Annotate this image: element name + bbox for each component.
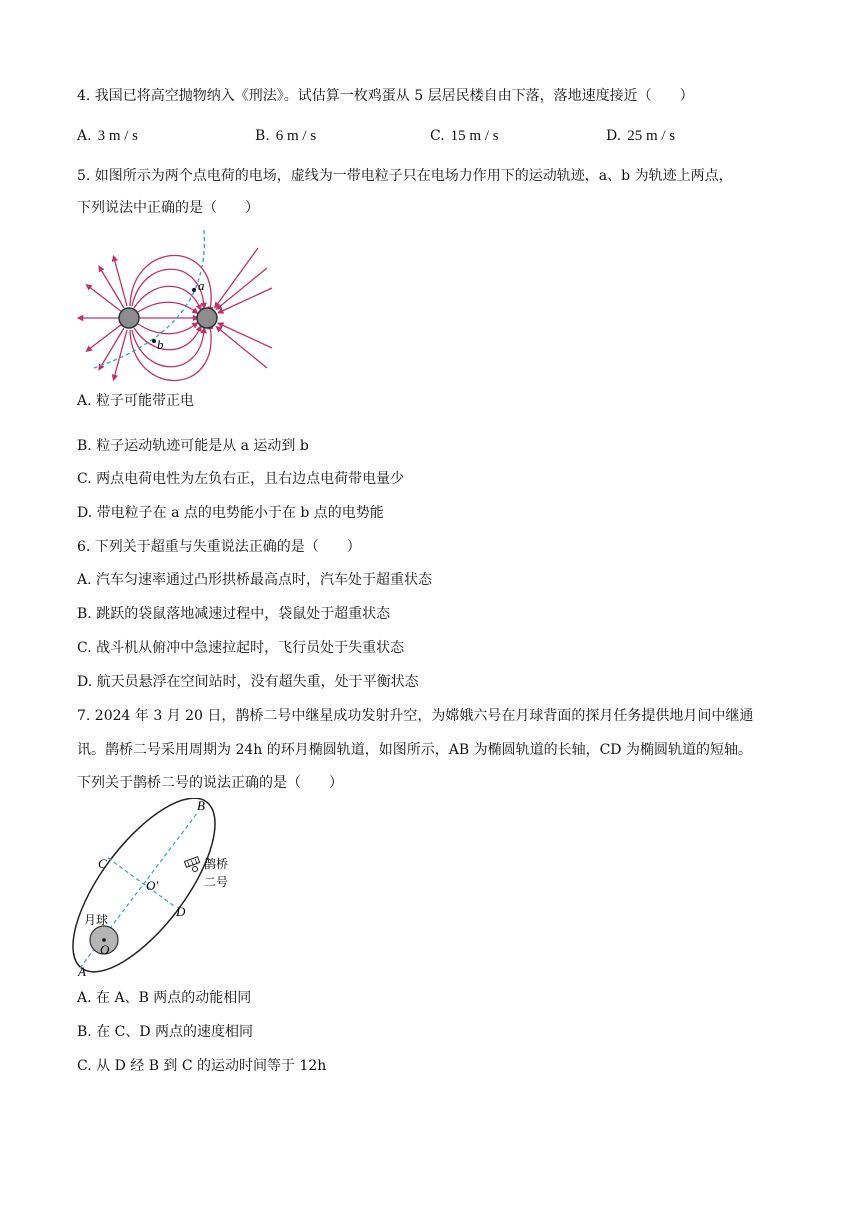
label-c: C xyxy=(98,856,107,871)
label-satellite-line1: 鹊桥 xyxy=(204,857,229,871)
q4-option-d xyxy=(606,126,675,146)
q6-option-a: A. 汽车匀速率通过凸形拱桥最高点时，汽车处于超重状态 xyxy=(77,572,433,588)
q6-option-c: C. 战斗机从俯冲中急速拉起时，飞行员处于失重状态 xyxy=(77,640,405,656)
left-point-charge xyxy=(119,308,139,328)
label-o-prime: O′ xyxy=(146,878,159,893)
q7-stem-line1: 7. 2024 年 3 月 20 日，鹊桥二号中继星成功发射升空，为嫦娥六号在月球背面的探月任务提供地月间中继通 xyxy=(77,708,754,724)
label-d: D xyxy=(176,904,186,919)
q7-option-a: A. 在 A、B 两点的动能相同 xyxy=(77,990,252,1006)
q5-stem-line1: 5. 如图所示为两个点电荷的电场，虚线为一带电粒子只在电场力作用下的运动轨迹，a、b 为轨迹上两点， xyxy=(77,168,733,184)
q5-option-b: B. 粒子运动轨迹可能是从 a 运动到 b xyxy=(77,438,309,454)
q5-option-a: A. 粒子可能带正电 xyxy=(77,393,195,409)
q7-option-b: B. 在 C、D 两点的速度相同 xyxy=(77,1024,254,1040)
q7-stem-line2: 讯。鹊桥二号采用周期为 24h 的环月椭圆轨道，如图所示，AB 为椭圆轨道的长轴，CD 为椭圆轨道的短轴。 xyxy=(77,742,752,758)
label-moon: 月球 xyxy=(84,913,109,927)
label-satellite-line2: 二号 xyxy=(204,875,229,889)
point-a-label: a xyxy=(198,278,205,293)
q4-option-c xyxy=(430,126,499,146)
particle-trajectory xyxy=(94,230,204,368)
q4-option-a-letter: A. xyxy=(77,128,92,144)
q4-option-a xyxy=(77,126,138,146)
electric-field-figure xyxy=(72,228,282,386)
q4-option-a-value: 3 m / s xyxy=(97,128,138,144)
q5-option-c: C. 两点电荷电性为左负右正，且右边点电荷带电量少 xyxy=(77,471,405,487)
q6-option-d: D. 航天员悬浮在空间站时，没有超失重，处于平衡状态 xyxy=(77,674,419,690)
label-b: B xyxy=(197,798,205,813)
q4-stem: 4. 我国已将高空抛物纳入《刑法》。试估算一枚鸡蛋从 5 层居民楼自由下落，落地速度接近（ ） xyxy=(77,88,694,104)
q4-option-b-letter: B. xyxy=(255,128,270,144)
q4-option-c-value: 15 m / s xyxy=(450,128,499,144)
q4-option-b-value: 6 m / s xyxy=(275,128,317,144)
q4-option-d-value: 25 m / s xyxy=(627,128,676,144)
minor-axis-cd xyxy=(108,858,174,906)
q4-option-c-letter: C. xyxy=(430,128,445,144)
point-b-dot xyxy=(152,339,156,343)
label-o: O xyxy=(100,942,110,957)
q5-stem-line2: 下列说法中正确的是（ ） xyxy=(77,200,259,216)
point-a-dot xyxy=(192,288,196,292)
lunar-orbit-figure xyxy=(72,798,262,980)
q6-option-b: B. 跳跃的袋鼠落地减速过程中，袋鼠处于超重状态 xyxy=(77,606,391,622)
right-point-charge xyxy=(197,308,217,328)
field-lines xyxy=(80,248,272,381)
label-a: A xyxy=(78,964,86,979)
q6-stem: 6. 下列关于超重与失重说法正确的是（ ） xyxy=(77,539,361,555)
q7-option-c: C. 从 D 经 B 到 C 的运动时间等于 12h xyxy=(77,1058,327,1074)
q4-option-b xyxy=(255,126,316,146)
satellite-icon xyxy=(184,857,199,872)
q5-option-d: D. 带电粒子在 a 点的电势能小于在 b 点的电势能 xyxy=(77,505,384,521)
q7-stem-line3: 下列关于鹊桥二号的说法正确的是（ ） xyxy=(77,775,343,791)
q4-option-d-letter: D. xyxy=(606,128,622,144)
point-b-label: b xyxy=(157,337,164,352)
